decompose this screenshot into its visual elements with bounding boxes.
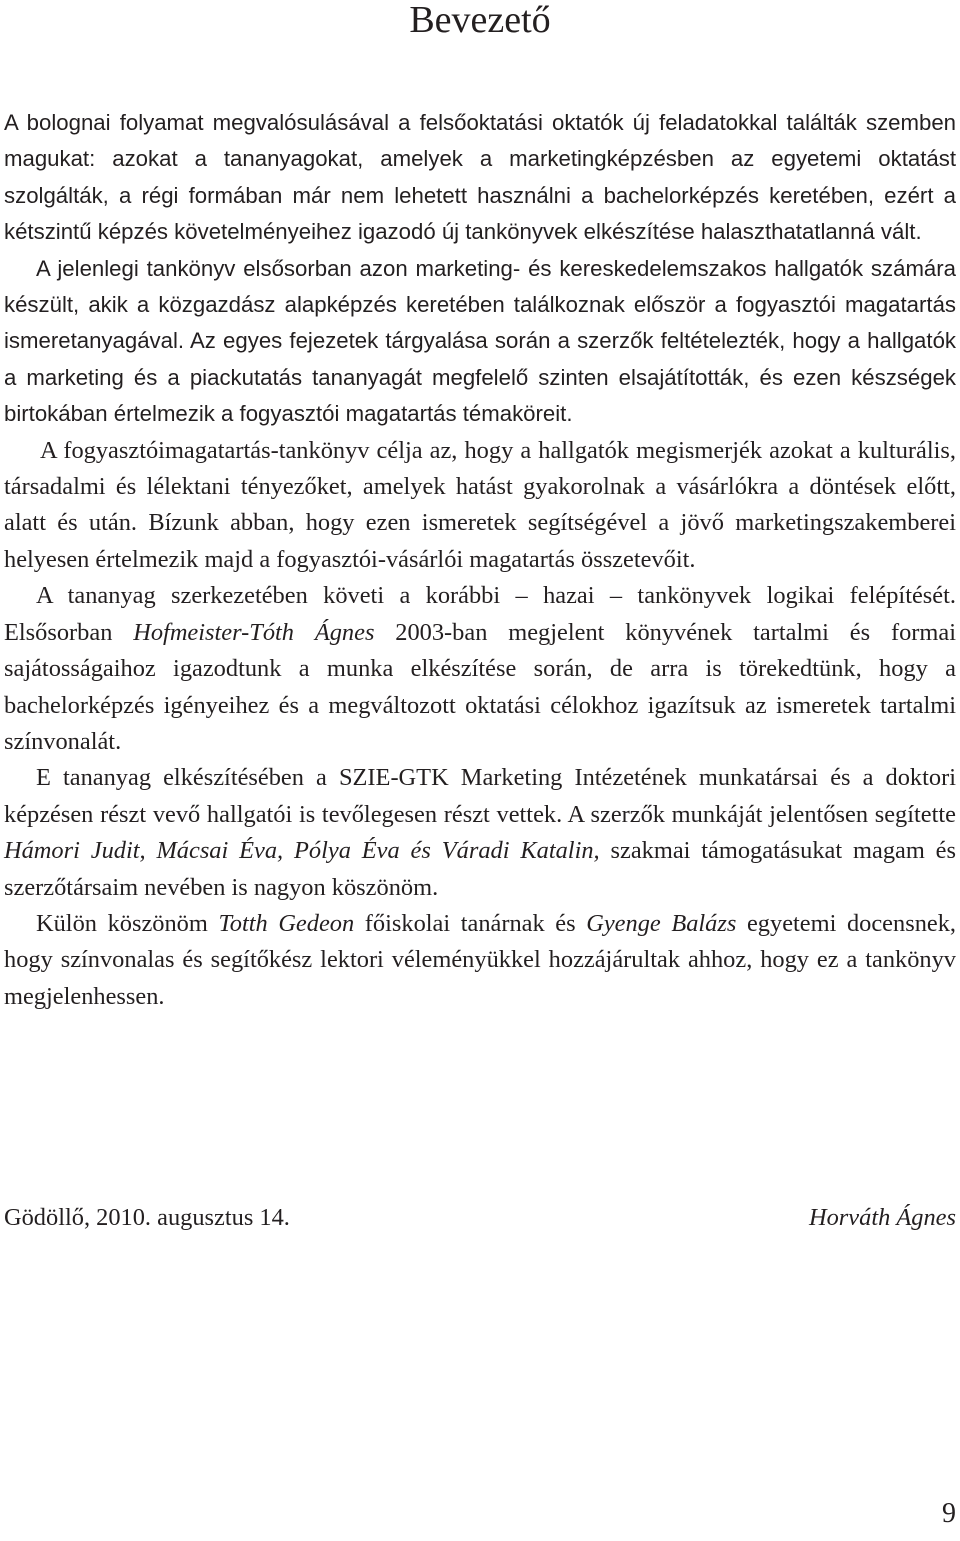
paragraph-3: A fogyasztóimagatartás-tankönyv célja az, hogy a hallgatók megismerjék azokat a kulturális, társadalmi és lélektani tényezőket, amelyek hatást gyakorolnak a vásárlókra a döntések előtt, alatt és után. Bízunk abban, hogy ezen ismeretek segítségével a jövő marketingszakemberei helyesen értelmezik majd a fogyasztói-vásárlói magatartás összetevőit. xyxy=(4,436,956,573)
paragraph-4 xyxy=(4,578,956,760)
place-date: Gödöllő, 2010. augusztus 14. xyxy=(4,1204,290,1231)
contributor-names: Hámori Judit, Mácsai Éva, Pólya Éva és Váradi Katalin, xyxy=(4,837,600,865)
body-text xyxy=(4,105,956,1015)
paragraph-6-text-b: főiskolai tanárnak és xyxy=(354,909,587,937)
paragraph-6-text-c: egyetemi docensnek, hogy színvonalas és segítőkész lektori véleményükkel hozzájárultak ahhoz, hogy ez a tankönyv megjelenhessen. xyxy=(4,909,957,1010)
paragraph-4-text-b: 2003-ban megjelent könyvének tartalmi és formai sajátosságaihoz igazodtunk a munka elkészítése során, de arra is törekedtünk, hogy a bachelorképzés igényeihez és a megváltozott oktatási célokhoz igazítsuk az ismeretek tartalmi színvonalát. xyxy=(4,618,956,755)
reviewer-name-1: Totth Gedeon xyxy=(218,909,355,937)
cited-author: Hofmeister-Tóth Ágnes xyxy=(133,618,375,646)
page-number: 9 xyxy=(942,1498,956,1529)
paragraph-6-text-a: Külön köszönöm xyxy=(36,909,219,937)
signature-row xyxy=(4,1200,956,1236)
paragraph-1: A bolognai folyamat megvalósulásával a felsőoktatási oktatók új feladatokkal találták szemben magukat: azokat a tananyagokat, amelyek a marketingképzésben az egyetemi oktatást szolgálták, a régi formában már nem lehetett használni a bachelorképzés keretében, ezért a kétszintű képzés követelményeihez igazodó új tankönyvek elkészítése halaszthatatlanná vált. xyxy=(4,110,956,245)
paragraph-5-text-b: szakmai támogatásukat magam és szerzőtársaim nevében is nagyon köszönöm. xyxy=(4,837,956,901)
paragraph-2: A jelenlegi tankönyv elsősorban azon marketing- és kereskedelemszakos hallgatók számára készült, akik a közgazdász alapképzés keretében találkoznak először a fogyasztói magatartás ismeretanyagával. Az egyes fejezetek tárgyalása során a szerzők feltételezték, hogy a hallgatók a marketing és a piackutatás tananyagát megfelelő szinten elsajátították, és ezen készségek birtokában értelmezik a fogyasztói magatartás témaköreit. xyxy=(4,255,956,427)
author-signature: Horváth Ágnes xyxy=(809,1204,956,1231)
paragraph-5 xyxy=(4,760,956,906)
reviewer-name-2: Gyenge Balázs xyxy=(586,909,737,937)
paragraph-5-text-a: E tananyag elkészítésében a SZIE-GTK Marketing Intézetének munkatársai és a doktori képzésen részt vevő hallgatói is tevőlegesen részt vettek. A szerzők munkáját jelentősen segítette xyxy=(4,764,956,828)
paragraph-4-text-a: A tananyag szerkezetében követi a korábbi – hazai – tankönyvek logikai felépítését. Elsősorban xyxy=(4,582,956,646)
paragraph-6 xyxy=(4,906,956,1015)
page-title: Bevezető xyxy=(409,0,551,41)
